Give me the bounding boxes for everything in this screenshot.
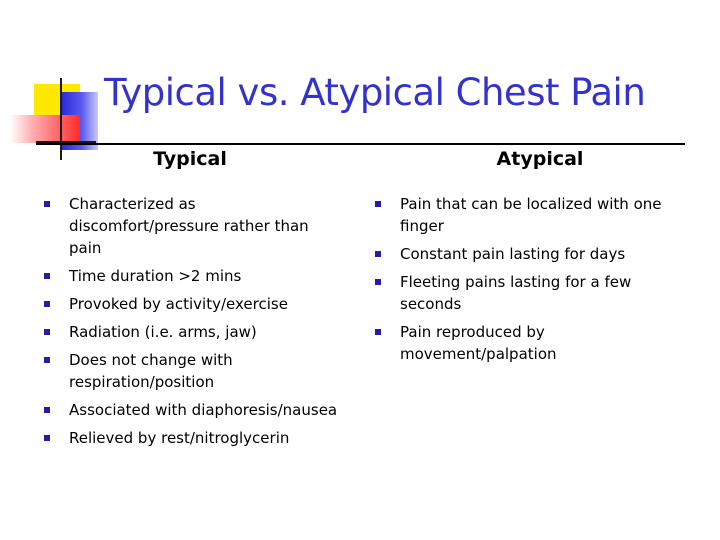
- square-bullet-icon: [44, 201, 50, 207]
- list-item: [40, 193, 340, 259]
- column-heading-typical: Typical: [153, 148, 227, 170]
- square-bullet-icon: [375, 329, 381, 335]
- square-bullet-icon: [375, 251, 381, 257]
- square-bullet-icon: [44, 301, 50, 307]
- list-item-text: Radiation (i.e. arms, jaw): [69, 323, 257, 341]
- slide-title: Typical vs. Atypical Chest Pain: [104, 71, 646, 114]
- title-divider: [36, 143, 685, 145]
- typical-bullet-list: [40, 193, 340, 455]
- list-item: [40, 349, 340, 393]
- square-bullet-icon: [44, 273, 50, 279]
- list-item: [40, 293, 340, 315]
- list-item: [40, 321, 340, 343]
- list-item-text: Does not change with respiration/position: [69, 351, 233, 391]
- list-item-text: Pain that can be localized with one finger: [400, 195, 662, 235]
- list-item-text: Characterized as discomfort/pressure rather than pain: [69, 195, 309, 257]
- square-bullet-icon: [44, 357, 50, 363]
- list-item: [40, 265, 340, 287]
- list-item-text: Fleeting pains lasting for a few seconds: [400, 273, 632, 313]
- list-item-text: Associated with diaphoresis/nausea: [69, 401, 338, 419]
- square-bullet-icon: [44, 407, 50, 413]
- logo-red-block: [10, 115, 80, 143]
- list-item: [371, 193, 681, 237]
- atypical-bullet-list: [371, 193, 681, 371]
- list-item-text: Relieved by rest/nitroglycerin: [69, 429, 290, 447]
- list-item-text: Pain reproduced by movement/palpation: [400, 323, 557, 363]
- square-bullet-icon: [44, 435, 50, 441]
- list-item: [371, 321, 681, 365]
- square-bullet-icon: [375, 279, 381, 285]
- list-item: [371, 243, 681, 265]
- square-bullet-icon: [44, 329, 50, 335]
- list-item-text: Time duration >2 mins: [69, 267, 242, 285]
- list-item: [40, 399, 340, 421]
- list-item: [40, 427, 340, 449]
- logo-vertical-line: [60, 78, 62, 160]
- list-item-text: Provoked by activity/exercise: [69, 295, 288, 313]
- square-bullet-icon: [375, 201, 381, 207]
- column-heading-atypical: Atypical: [496, 148, 584, 170]
- list-item: [371, 271, 681, 315]
- list-item-text: Constant pain lasting for days: [400, 245, 626, 263]
